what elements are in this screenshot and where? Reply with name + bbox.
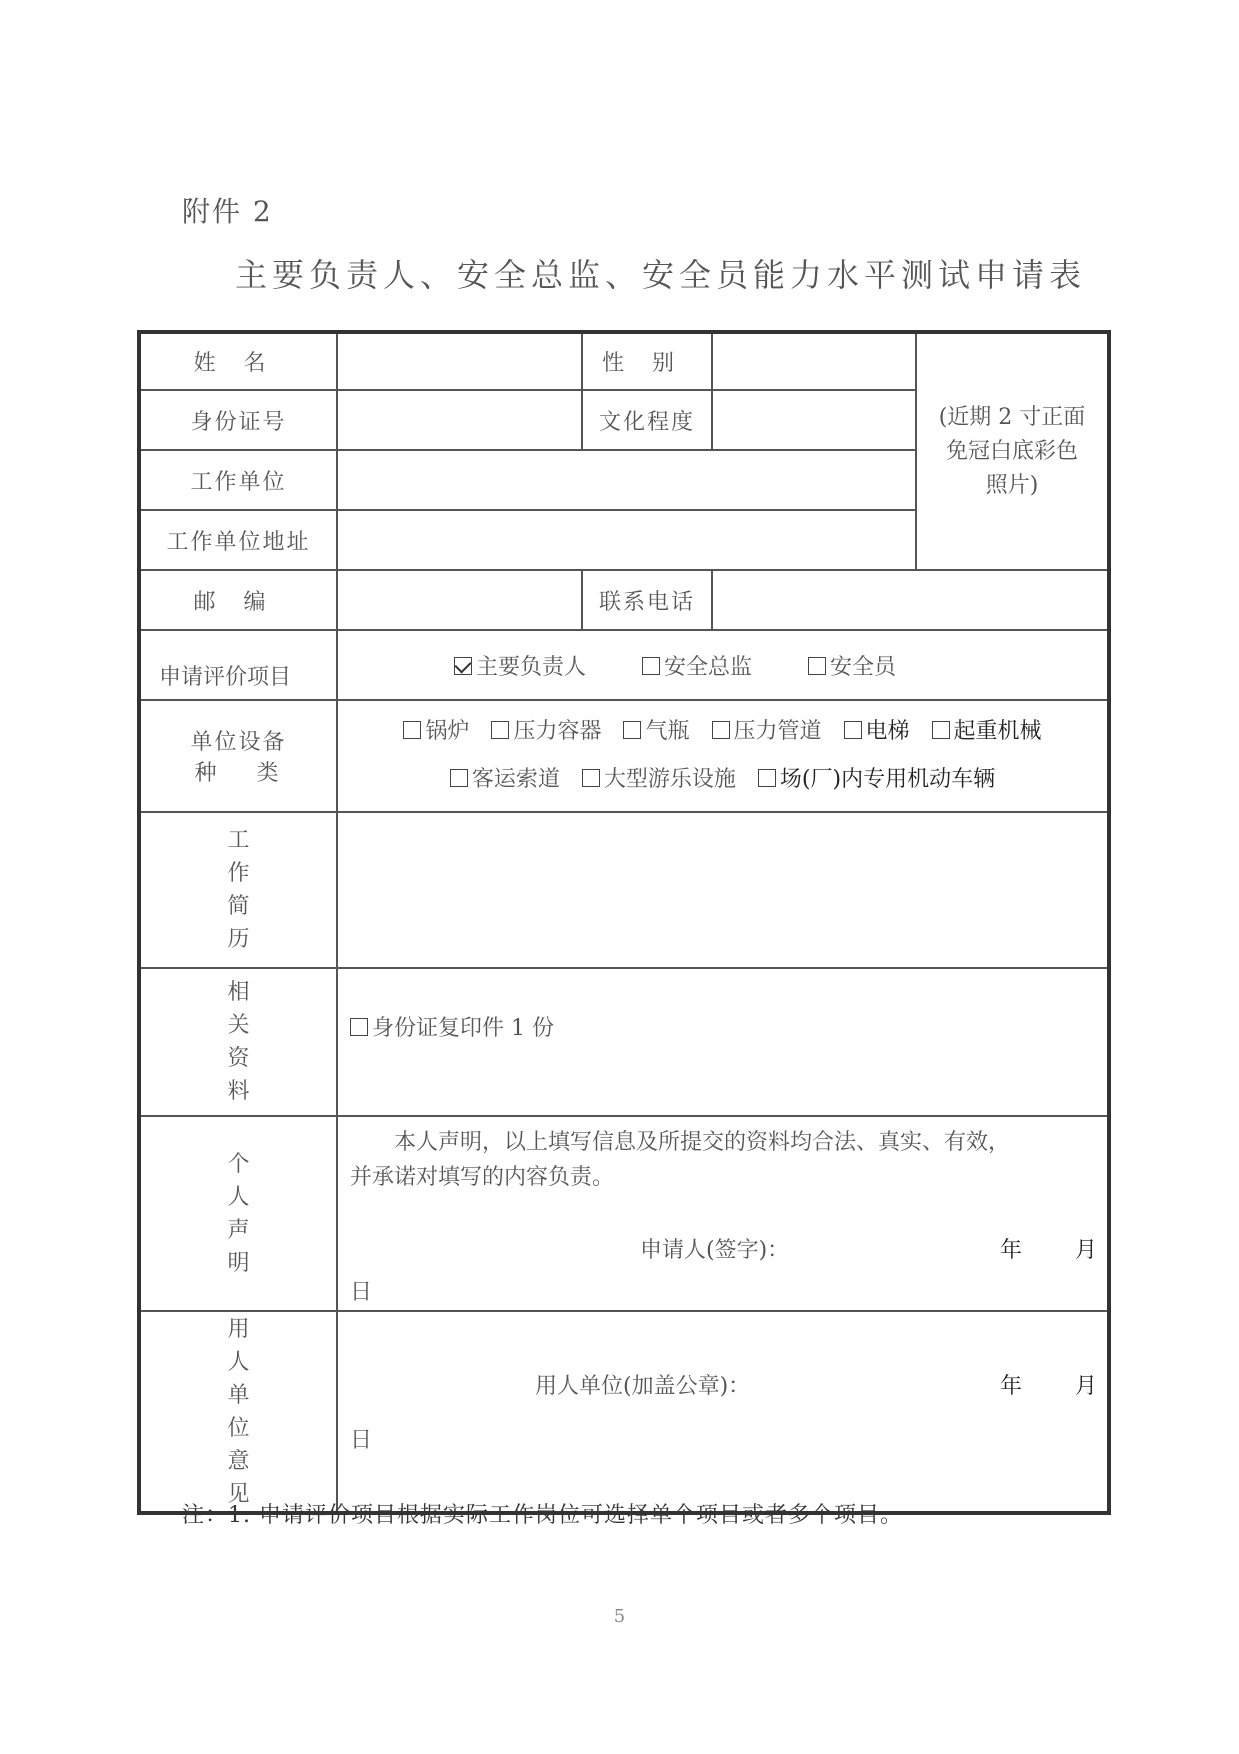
- gender-field[interactable]: [712, 332, 916, 390]
- equipment-option-motor-vehicle[interactable]: 场(厂)内专用机动车辆: [758, 756, 995, 804]
- applicant-sign-line: [350, 1233, 1098, 1271]
- equipment-type-options: [337, 700, 1109, 812]
- employer-opinion-label: 用 人 单 位 意 见: [139, 1311, 337, 1513]
- apply-item-label: 申请评价项目: [139, 630, 337, 700]
- equipment-option-amusement-facility[interactable]: 大型游乐设施: [582, 756, 736, 804]
- declaration-text: 本人声明，以上填写信息及所提交的资料均合法、真实、有效，: [394, 1130, 1011, 1155]
- declaration-content: [337, 1116, 1109, 1311]
- work-unit-label: 工作单位: [139, 450, 337, 510]
- photo-note-line: (近期 2 寸正面: [938, 404, 1086, 430]
- apply-option-safety-director[interactable]: 安全总监: [642, 650, 752, 681]
- work-history-field[interactable]: [337, 812, 1109, 968]
- id-number-label: 身份证号: [139, 390, 337, 450]
- employer-seal-label: 用人单位(加盖公章)：: [535, 1374, 751, 1399]
- equipment-type-label: 单位设备 种类: [139, 700, 337, 812]
- checkbox-icon[interactable]: [712, 721, 730, 739]
- apply-option-principal[interactable]: 主要负责人: [454, 650, 586, 681]
- related-doc-option-id-copy[interactable]: 身份证复印件 1 份: [350, 1016, 554, 1041]
- checkbox-icon[interactable]: [491, 721, 509, 739]
- checkbox-icon[interactable]: [844, 721, 862, 739]
- work-unit-address-field[interactable]: [337, 510, 916, 570]
- year-label: 年: [1000, 1238, 1023, 1263]
- related-docs-field: [337, 968, 1109, 1116]
- year-label: 年: [1000, 1374, 1023, 1399]
- phone-field[interactable]: [712, 570, 1109, 630]
- employer-opinion-content: [337, 1311, 1109, 1513]
- photo-note-line: 免冠白底彩色: [945, 438, 1078, 464]
- photo-placeholder[interactable]: [916, 332, 1109, 570]
- declaration-text-cont: 并承诺对填写的内容负责。: [350, 1165, 615, 1190]
- gender-label: 性别: [582, 332, 712, 390]
- education-field[interactable]: [712, 390, 916, 450]
- name-label: 姓名: [139, 332, 337, 390]
- work-history-label: 工 作 简 历: [139, 812, 337, 968]
- attachment-label: 附件 2: [182, 195, 273, 228]
- apply-item-options: [337, 630, 1109, 700]
- work-unit-address-label: 工作单位地址: [139, 510, 337, 570]
- employer-seal-line: [350, 1369, 1098, 1403]
- equipment-option-pressure-pipeline[interactable]: 压力管道: [712, 708, 822, 756]
- postcode-field[interactable]: [337, 570, 582, 630]
- education-label: 文化程度: [582, 390, 712, 450]
- photo-note-line: 照片): [985, 472, 1039, 498]
- equipment-option-gas-cylinder[interactable]: 气瓶: [623, 708, 689, 756]
- checkbox-icon[interactable]: [808, 657, 826, 675]
- name-field[interactable]: [337, 332, 582, 390]
- apply-option-safety-officer[interactable]: 安全员: [808, 650, 896, 681]
- equipment-option-lifting-machinery[interactable]: 起重机械: [932, 708, 1042, 756]
- equipment-option-passenger-ropeway[interactable]: 客运索道: [450, 756, 560, 804]
- checkbox-checked-icon[interactable]: [454, 657, 472, 675]
- checkbox-icon[interactable]: [450, 769, 468, 787]
- document-title: 主要负责人、安全总监、安全员能力水平测试申请表: [235, 256, 1087, 294]
- related-docs-label: 相 关 资 料: [139, 968, 337, 1116]
- work-unit-field[interactable]: [337, 450, 916, 510]
- equipment-option-pressure-vessel[interactable]: 压力容器: [491, 708, 601, 756]
- month-label: 月: [1075, 1374, 1098, 1399]
- footnote: 注：1. 申请评价项目根据实际工作岗位可选择单个项目或者多个项目。: [182, 1503, 903, 1528]
- day-label: 日: [350, 1280, 373, 1305]
- checkbox-icon[interactable]: [623, 721, 641, 739]
- checkbox-icon[interactable]: [582, 769, 600, 787]
- applicant-signature-label: 申请人(签字)：: [640, 1238, 790, 1263]
- checkbox-icon[interactable]: [758, 769, 776, 787]
- application-form: [137, 330, 1111, 1515]
- declaration-label: 个 人 声 明: [139, 1116, 337, 1311]
- checkbox-icon[interactable]: [403, 721, 421, 739]
- phone-label: 联系电话: [582, 570, 712, 630]
- month-label: 月: [1075, 1238, 1098, 1263]
- checkbox-icon[interactable]: [350, 1018, 368, 1036]
- checkbox-icon[interactable]: [642, 657, 660, 675]
- checkbox-icon[interactable]: [932, 721, 950, 739]
- id-number-field[interactable]: [337, 390, 582, 450]
- day-label: 日: [350, 1428, 373, 1453]
- postcode-label: 邮编: [139, 570, 337, 630]
- page-number: 5: [613, 1606, 626, 1627]
- equipment-option-boiler[interactable]: 锅炉: [403, 708, 469, 756]
- equipment-option-elevator[interactable]: 电梯: [844, 708, 910, 756]
